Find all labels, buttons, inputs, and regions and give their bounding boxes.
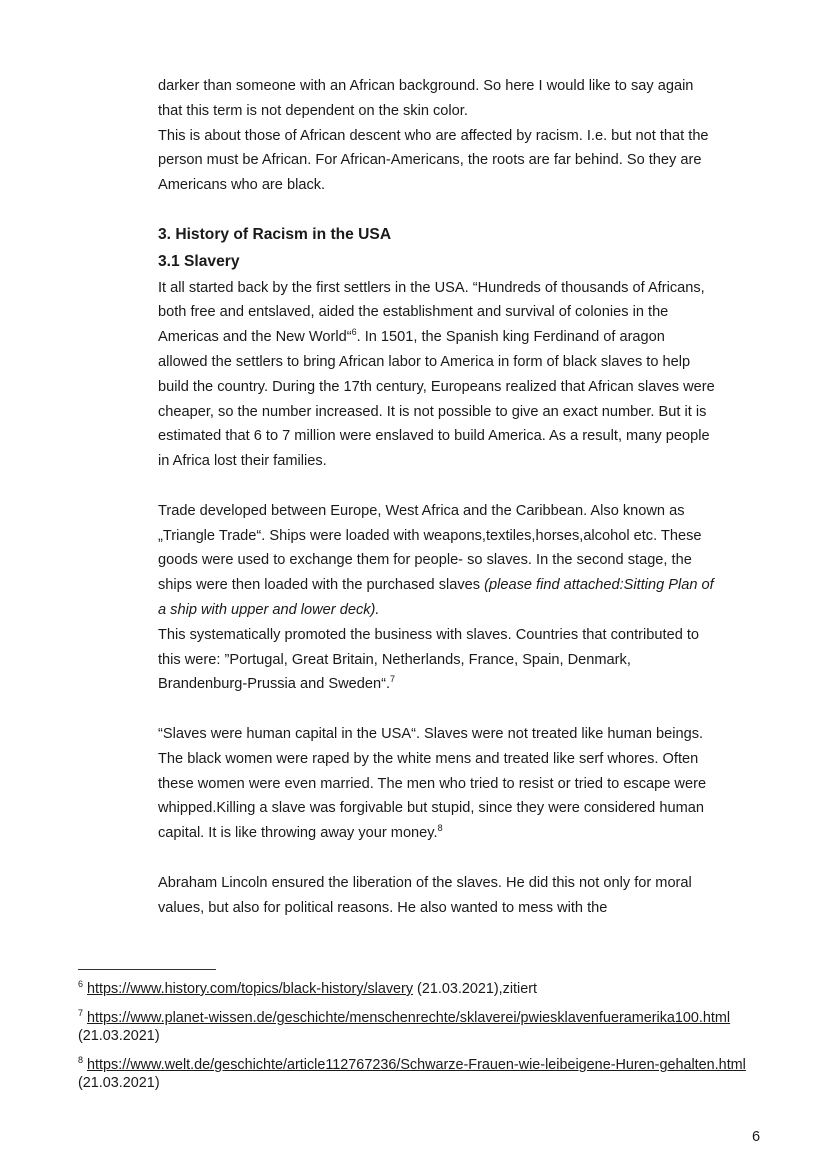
paragraph-human-capital [158, 722, 718, 846]
subsection-heading: 3.1 Slavery [158, 252, 240, 270]
footnote-link[interactable]: https://www.welt.de/geschichte/article112767236/Schwarze-Frauen-wie-leibeigene-Huren-gehalten.html [87, 1057, 746, 1073]
paragraph-slavery-origins [158, 276, 718, 474]
paragraph-intro-2: This is about those of African descent who are affected by racism. I.e. but not that the person must be African. For African-Americans, the roots are far behind. So they are Americans who are black. [158, 127, 709, 194]
footnote-ref-8[interactable]: 8 [437, 823, 443, 834]
footnote-ref-6[interactable]: 6 [351, 327, 357, 338]
paragraph-lincoln: Abraham Lincoln ensured the liberation of the slaves. He did this not only for moral values, but also for political reasons. He also wanted to mess with the [158, 874, 692, 916]
footnote-suffix: (21.03.2021),zitiert [413, 981, 538, 997]
footnote-link[interactable]: https://www.planet-wissen.de/geschichte/menschenrechte/sklaverei/pwiesklavenfueramerika100.html [87, 1010, 731, 1026]
footnotes [78, 980, 748, 1103]
section-heading: 3. History of Racism in the USA [158, 225, 392, 243]
paragraph-capital-text: “Slaves were human capital in the USA“. Slaves were not treated like human beings. The black women were raped by the white mens and treated like serf whores. Often these women were even married. The men who tried to resist or tried to escape were whipped.Killing a slave was forgivable but stupid, since they were considered human capital. It is like throwing away your money. [158, 725, 707, 842]
paragraph-slavery-text-b: . In 1501, the Spanish king Ferdinand of aragon allowed the settlers to bring African labor to America in form of black slaves to help build the country. During the 17th century, Europeans realized that African slaves were cheaper, so the number increased. It is not possible to give an exact number. But it is estimated that 6 to 7 million were enslaved to build America. As a result, many people in Africa lost their families. [158, 329, 715, 470]
footnote-suffix: (21.03.2021) [78, 1075, 160, 1091]
paragraph-countries-text: This systematically promoted the business with slaves. Countries that contributed to this were: ”Portugal, Great Britain, Netherlands, France, Spain, Denmark, Brandenburg-Prussia and Sweden“. [158, 626, 700, 693]
main-text [158, 74, 718, 920]
footnote-number: 7 [78, 1008, 84, 1019]
paragraph-slavery-text-a: It all started back by the first settlers in the USA. “Hundreds of thousands of Africans, both free and entslaved, aided the establishment and survival of colonies in the Americas and the New World“ [158, 279, 705, 346]
footnote-suffix: (21.03.2021) [78, 1028, 160, 1044]
paragraph-intro-1: darker than someone with an African background. So here I would like to say again that this term is not dependent on the skin color. [158, 78, 694, 119]
page-number: 6 [752, 1129, 761, 1145]
footnote-number: 6 [78, 979, 84, 990]
paragraph-trade-countries [158, 623, 718, 697]
footnote-8 [78, 1056, 748, 1092]
footnote-6 [78, 980, 748, 998]
footnote-7 [78, 1009, 748, 1045]
footnote-number: 8 [78, 1055, 84, 1066]
footnote-separator [78, 969, 216, 970]
footnote-link[interactable]: https://www.history.com/topics/black-history/slavery [87, 981, 414, 997]
paragraph-trade-text: Trade developed between Europe, West Africa and the Caribbean. Also known as „Triangle Trade“. Ships were loaded with weapons,textiles,horses,alcohol etc. These goods were used to exchange them for people- so slaves. In the second stage, the ships were then loaded with the purchased slaves [158, 502, 702, 594]
paragraph-trade-italic: (please find attached:Sitting Plan of a ship with upper and lower deck). [158, 577, 714, 618]
footnote-ref-7[interactable]: 7 [390, 674, 396, 685]
paragraph-triangle-trade [158, 499, 718, 623]
